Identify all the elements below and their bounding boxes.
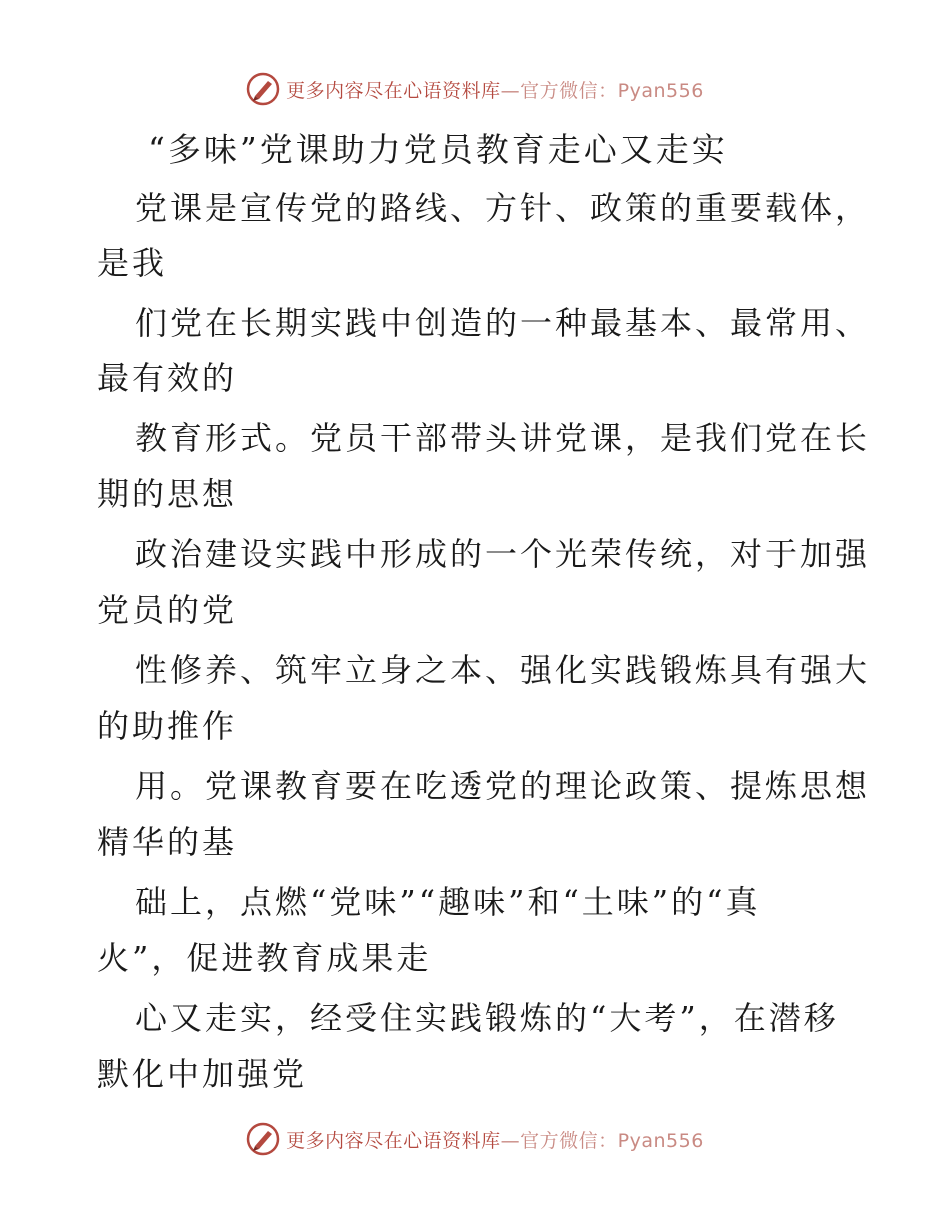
- footer-watermark: [0, 1122, 950, 1156]
- body-line: 党课是宣传党的路线、方针、政策的重要载体，: [135, 189, 871, 227]
- body-line: 政治建设实践中形成的一个光荣传统，对于加强: [135, 535, 871, 573]
- body-line: 性修养、筑牢立身之本、强化实践锻炼具有强大: [135, 651, 871, 689]
- body-line: 础上，点燃“党味”“趣味”和“土味”的“真: [135, 883, 761, 921]
- body-line: 精华的基: [97, 823, 238, 861]
- body-line: 最有效的: [97, 359, 238, 397]
- watermark-text: 更多内容尽在心语资料库—官方微信：Pyan556: [286, 79, 704, 102]
- body-line: 们党在长期实践中创造的一种最基本、最常用、: [135, 304, 871, 342]
- body-line: 期的思想: [97, 475, 238, 513]
- body-line: 教育形式。党员干部带头讲党课，是我们党在长: [135, 419, 871, 457]
- pen-seal-icon: [246, 1122, 280, 1156]
- body-line: 用。党课教育要在吃透党的理论政策、提炼思想: [135, 767, 871, 805]
- body-line: 是我: [97, 244, 168, 282]
- body-line: 心又走实，经受住实践锻炼的“大考”，在潜移: [135, 999, 839, 1037]
- body-line: 的助推作: [97, 707, 238, 745]
- body-line: 火”，促进教育成果走: [97, 939, 432, 977]
- body-line: 党员的党: [97, 591, 238, 629]
- document-title: “多味”党课助力党员教育走心又走实: [148, 130, 728, 169]
- body-line: 默化中加强党: [97, 1055, 308, 1093]
- watermark-text: 更多内容尽在心语资料库—官方微信：Pyan556: [286, 1129, 704, 1152]
